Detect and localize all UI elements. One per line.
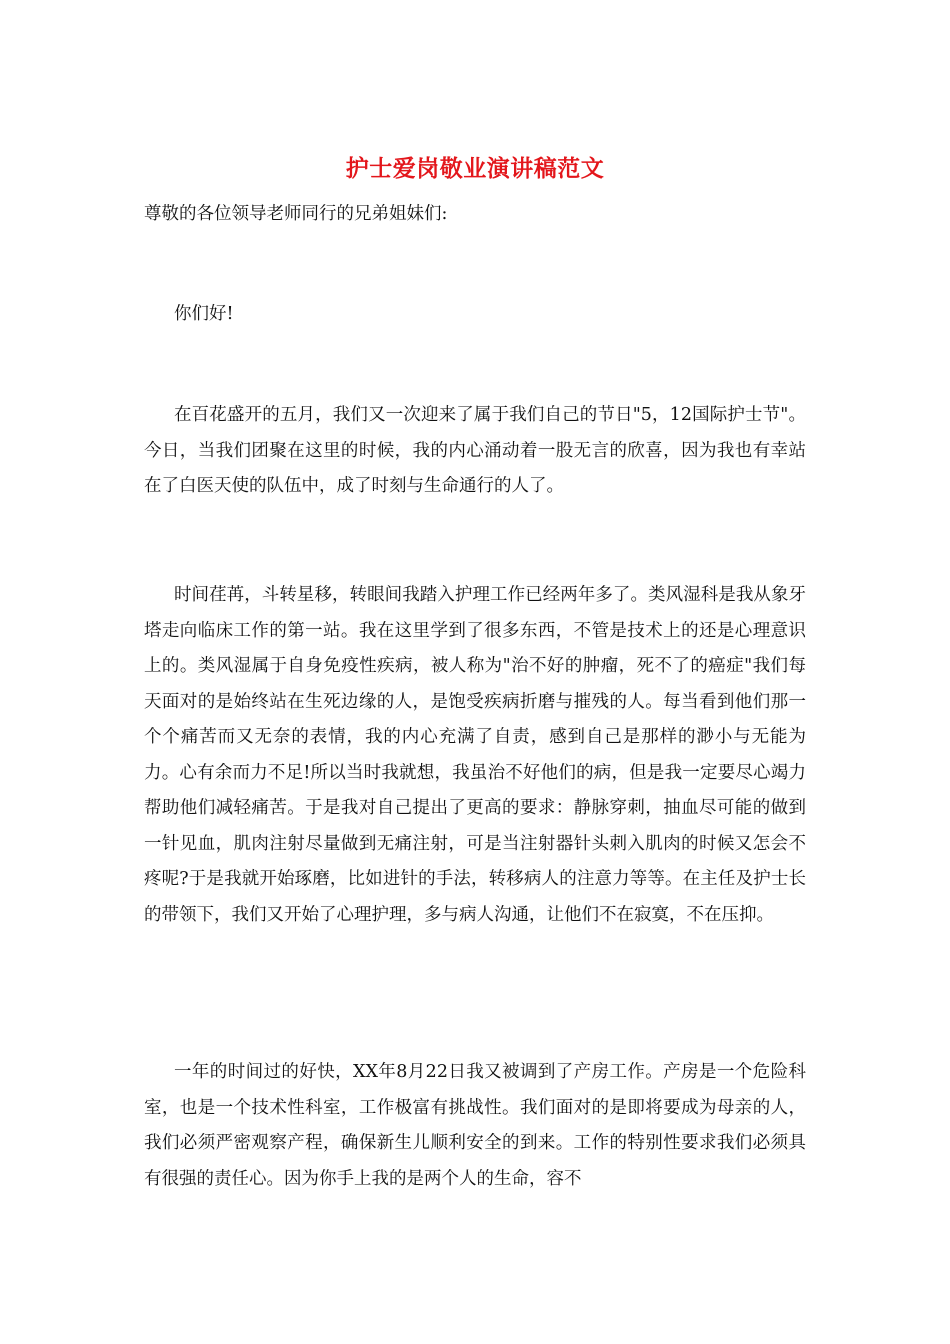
body-paragraph: 时间荏苒，斗转星移，转眼间我踏入护理工作已经两年多了。类风湿科是我从象牙塔走向临床工作的第一站。我在这里学到了很多东西，不管是技术上的还是心理意识上的。类风湿属于自身免疫性疾病，被人称为"治不好的肿瘤，死不了的癌症"我们每天面对的是始终站在生死边缘的人，是饱受疾病折磨与摧残的人。每当看到他们那一个个痛苦而又无奈的表情，我的内心充满了自责，感到自己是那样的渺小与无能为力。心有余而力不足!所以当时我就想，我虽治不好他们的病，但是我一定要尽心竭力帮助他们减轻痛苦。于是我对自己提出了更高的要求：静脉穿刺，抽血尽可能的做到一针见血，肌肉注射尽量做到无痛注射，可是当注射器针头刺入肌肉的时候又怎会不疼呢?于是我就开始琢磨，比如进针的手法，转移病人的注意力等等。在主任及护士长的带领下，我们又开始了心理护理，多与病人沟通，让他们不在寂寞，不在压抑。 (144, 585, 806, 925)
document-title: 护士爱岗敬业演讲稿范文 (345, 155, 605, 182)
greeting-text: 你们好! (174, 304, 234, 324)
body-paragraph: 在百花盛开的五月，我们又一次迎来了属于我们自己的节日"5，12国际护士节"。今日，当我们团聚在这里的时候，我的内心涌动着一股无言的欣喜，因为我也有幸站在了白医天使的队伍中，成了时刻与生命通行的人了。 (144, 405, 806, 496)
salutation-text: 尊敬的各位领导老师同行的兄弟姐妹们: (144, 204, 448, 224)
body-paragraph: 一年的时间过的好快，XX年8月22日我又被调到了产房工作。产房是一个危险科室，也是一个技术性科室，工作极富有挑战性。我们面对的是即将要成为母亲的人，我们必须严密观察产程，确保新生儿顺利安全的到来。工作的特别性要求我们必须具有很强的责任心。因为你手上我的是两个人的生命，容不 (144, 1062, 806, 1189)
